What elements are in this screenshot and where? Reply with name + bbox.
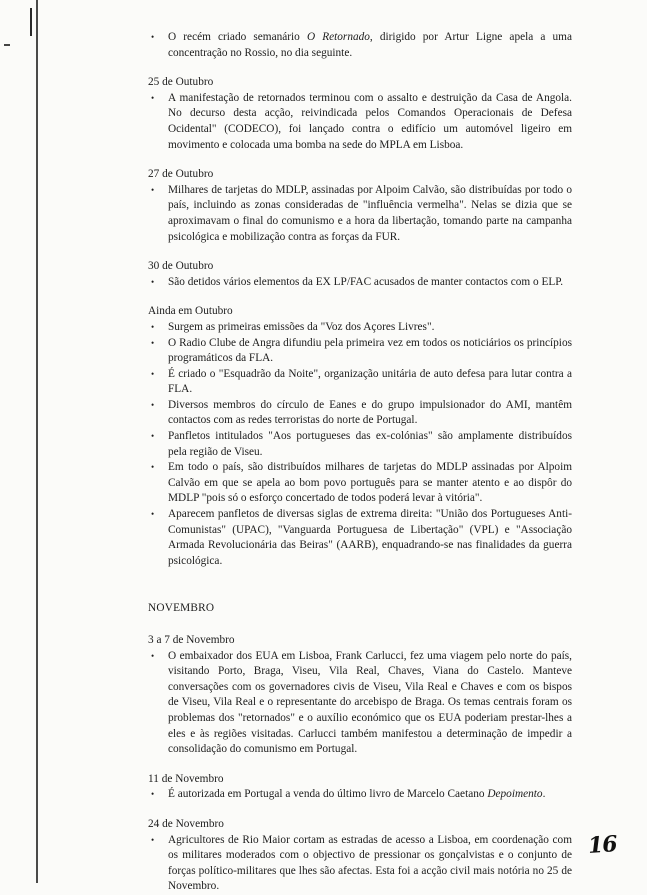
entry-date: Ainda em Outubro xyxy=(148,305,233,318)
bullet-text: O embaixador dos EUA em Lisboa, Frank Carlucci, fez uma viagem pelo norte do país, visitando Porto, Braga, Viseu, Vila Real, Chaves, Viana do Castelo. Manteve conversações com os governadores civis de Viseu, Vila Real e Chaves e com os bispos de Viseu, Vila Real e o representante do arcebispo de Braga. Os temas centrais foram os problemas dos "retornados" e o auxílio económico que os EUA poderiam prestar-lhes a eles e às regiões visitadas. Carlucci também manifestou a determinação de impedir a consolidação do comunismo em Portugal. xyxy=(168,649,572,756)
bullet-list xyxy=(148,833,572,895)
bullet-item xyxy=(148,649,572,758)
bullet-text: Surgem as primeiras emissões da "Voz dos Açores Livres". xyxy=(168,320,435,333)
bullet-text: . xyxy=(542,788,546,801)
chronology-entry xyxy=(148,30,572,61)
bullet-item xyxy=(148,30,572,61)
bullet-item xyxy=(148,336,572,367)
bullet-list xyxy=(148,30,572,61)
bullet-text: É autorizada em Portugal a venda do último livro de Marcelo Caetano xyxy=(168,788,488,801)
bullet-text: Diversos membros do círculo de Eanes e do grupo impulsionador do AMI, mantêm contactos com as redes terroristas do norte de Portugal. xyxy=(168,398,572,427)
october-sections xyxy=(148,30,572,569)
entry-date: 11 de Novembro xyxy=(148,772,224,785)
binding-mark xyxy=(30,8,32,36)
month-heading: NOVEMBRO xyxy=(148,602,215,615)
bullet-text: Milhares de tarjetas do MDLP, assinadas por Alpoim Calvão, são distribuídas por todo o país, incluindo as zonas consideradas de "influência vermelha". Nelas se dizia que se aproximavam o final do comunismo e a hora da libertação, tomando parte na campanha psicológica e mobilização contra as forças da FUR. xyxy=(168,183,572,243)
bullet-text: O recém criado semanário xyxy=(168,31,307,43)
bullet-list xyxy=(148,275,572,291)
bullet-item xyxy=(148,367,572,398)
entry-date: 30 de Outubro xyxy=(148,260,214,273)
bullet-text: Panfletos intitulados "Aos portugueses das ex-colónias" são amplamente distribuídos pela região de Viseu. xyxy=(168,430,572,458)
chronology-entry xyxy=(148,633,572,758)
bullet-item xyxy=(148,91,572,153)
bullet-text: Em todo o país, são distribuídos milhares de tarjetas do MDLP assinadas por Alpoim Calvão em que se apela ao bom povo português para se manter atento e ao dispôr do MDLP "pois só o esforço concertado de todos poderá levar à vitória". xyxy=(168,461,572,505)
bullet-text: A manifestação de retornados terminou com o assalto e destruição da Casa de Angola. No decurso desta acção, reivindicada pelos Comandos Operacionais de Defesa Ocidental" (CODECO), foi lançado contra o edifício um automóvel ligeiro em movimento e colocada uma bomba na sede do MPLA em Lisboa. xyxy=(168,91,572,151)
entry-date: 24 de Novembro xyxy=(148,817,224,830)
bullet-text: O Radio Clube de Angra difundiu pela primeira vez em todos os noticiários os princípios programáticos da FLA. xyxy=(168,336,572,365)
bullet-list xyxy=(148,320,572,570)
bullet-text: É criado o "Esquadrão da Noite", organização unitária de auto defesa para lutar contra a FLA. xyxy=(168,367,572,396)
bullet-list xyxy=(148,787,572,803)
bullet-text: , dirigido por Artur Ligne apela a uma concentração no Rossio, no dia seguinte. xyxy=(168,31,572,59)
bullet-list xyxy=(148,91,572,153)
bullet-item xyxy=(148,507,572,569)
bullet-list xyxy=(148,649,572,758)
bullet-item xyxy=(148,787,572,803)
document-body xyxy=(148,30,572,895)
italic-title: O Retornado xyxy=(306,31,370,43)
bullet-text: Aparecem panfletos de diversas siglas de extrema direita: "União dos Portugueses Anti-Comunistas" (UPAC), "Vanguarda Portuguesa de Libertação" (VPL) e "Associação Armada Revolucionária das Beiras" (AARB), enquadrando-se nas finalidades da guerra psicológica. xyxy=(168,508,572,567)
chronology-entry xyxy=(148,75,572,153)
bullet-item xyxy=(148,275,572,291)
bullet-text: Agricultores de Rio Maior cortam as estradas de acesso a Lisboa, em coordenação com os militares moderados com o objectivo de pressionar os gonçalvistas e o conjunto de forças político-militares que lhes são afectas. Esta foi a acção civil mais notória no 25 de Novembro. xyxy=(168,833,572,893)
november-sections xyxy=(148,633,572,895)
bullet-list xyxy=(148,183,572,245)
bullet-item xyxy=(148,833,572,895)
binding-line xyxy=(36,0,38,883)
entry-date: 25 de Outubro xyxy=(148,76,214,89)
bullet-item xyxy=(148,320,572,336)
page-number: 16 xyxy=(587,831,618,859)
italic-title: Depoimento xyxy=(487,788,543,801)
entry-date: 27 de Outubro xyxy=(148,168,214,181)
bullet-item xyxy=(148,183,572,245)
bullet-item xyxy=(148,398,572,429)
chronology-entry xyxy=(148,304,572,569)
entry-date: 3 a 7 de Novembro xyxy=(148,634,235,646)
chronology-entry xyxy=(148,772,572,803)
chronology-entry xyxy=(148,817,572,895)
chronology-entry xyxy=(148,259,572,290)
chronology-entry xyxy=(148,167,572,245)
bullet-item xyxy=(148,429,572,460)
margin-mark xyxy=(4,44,10,46)
bullet-text: São detidos vários elementos da EX LP/FAC acusados de manter contactos com o ELP. xyxy=(168,275,564,288)
bullet-item xyxy=(148,460,572,507)
